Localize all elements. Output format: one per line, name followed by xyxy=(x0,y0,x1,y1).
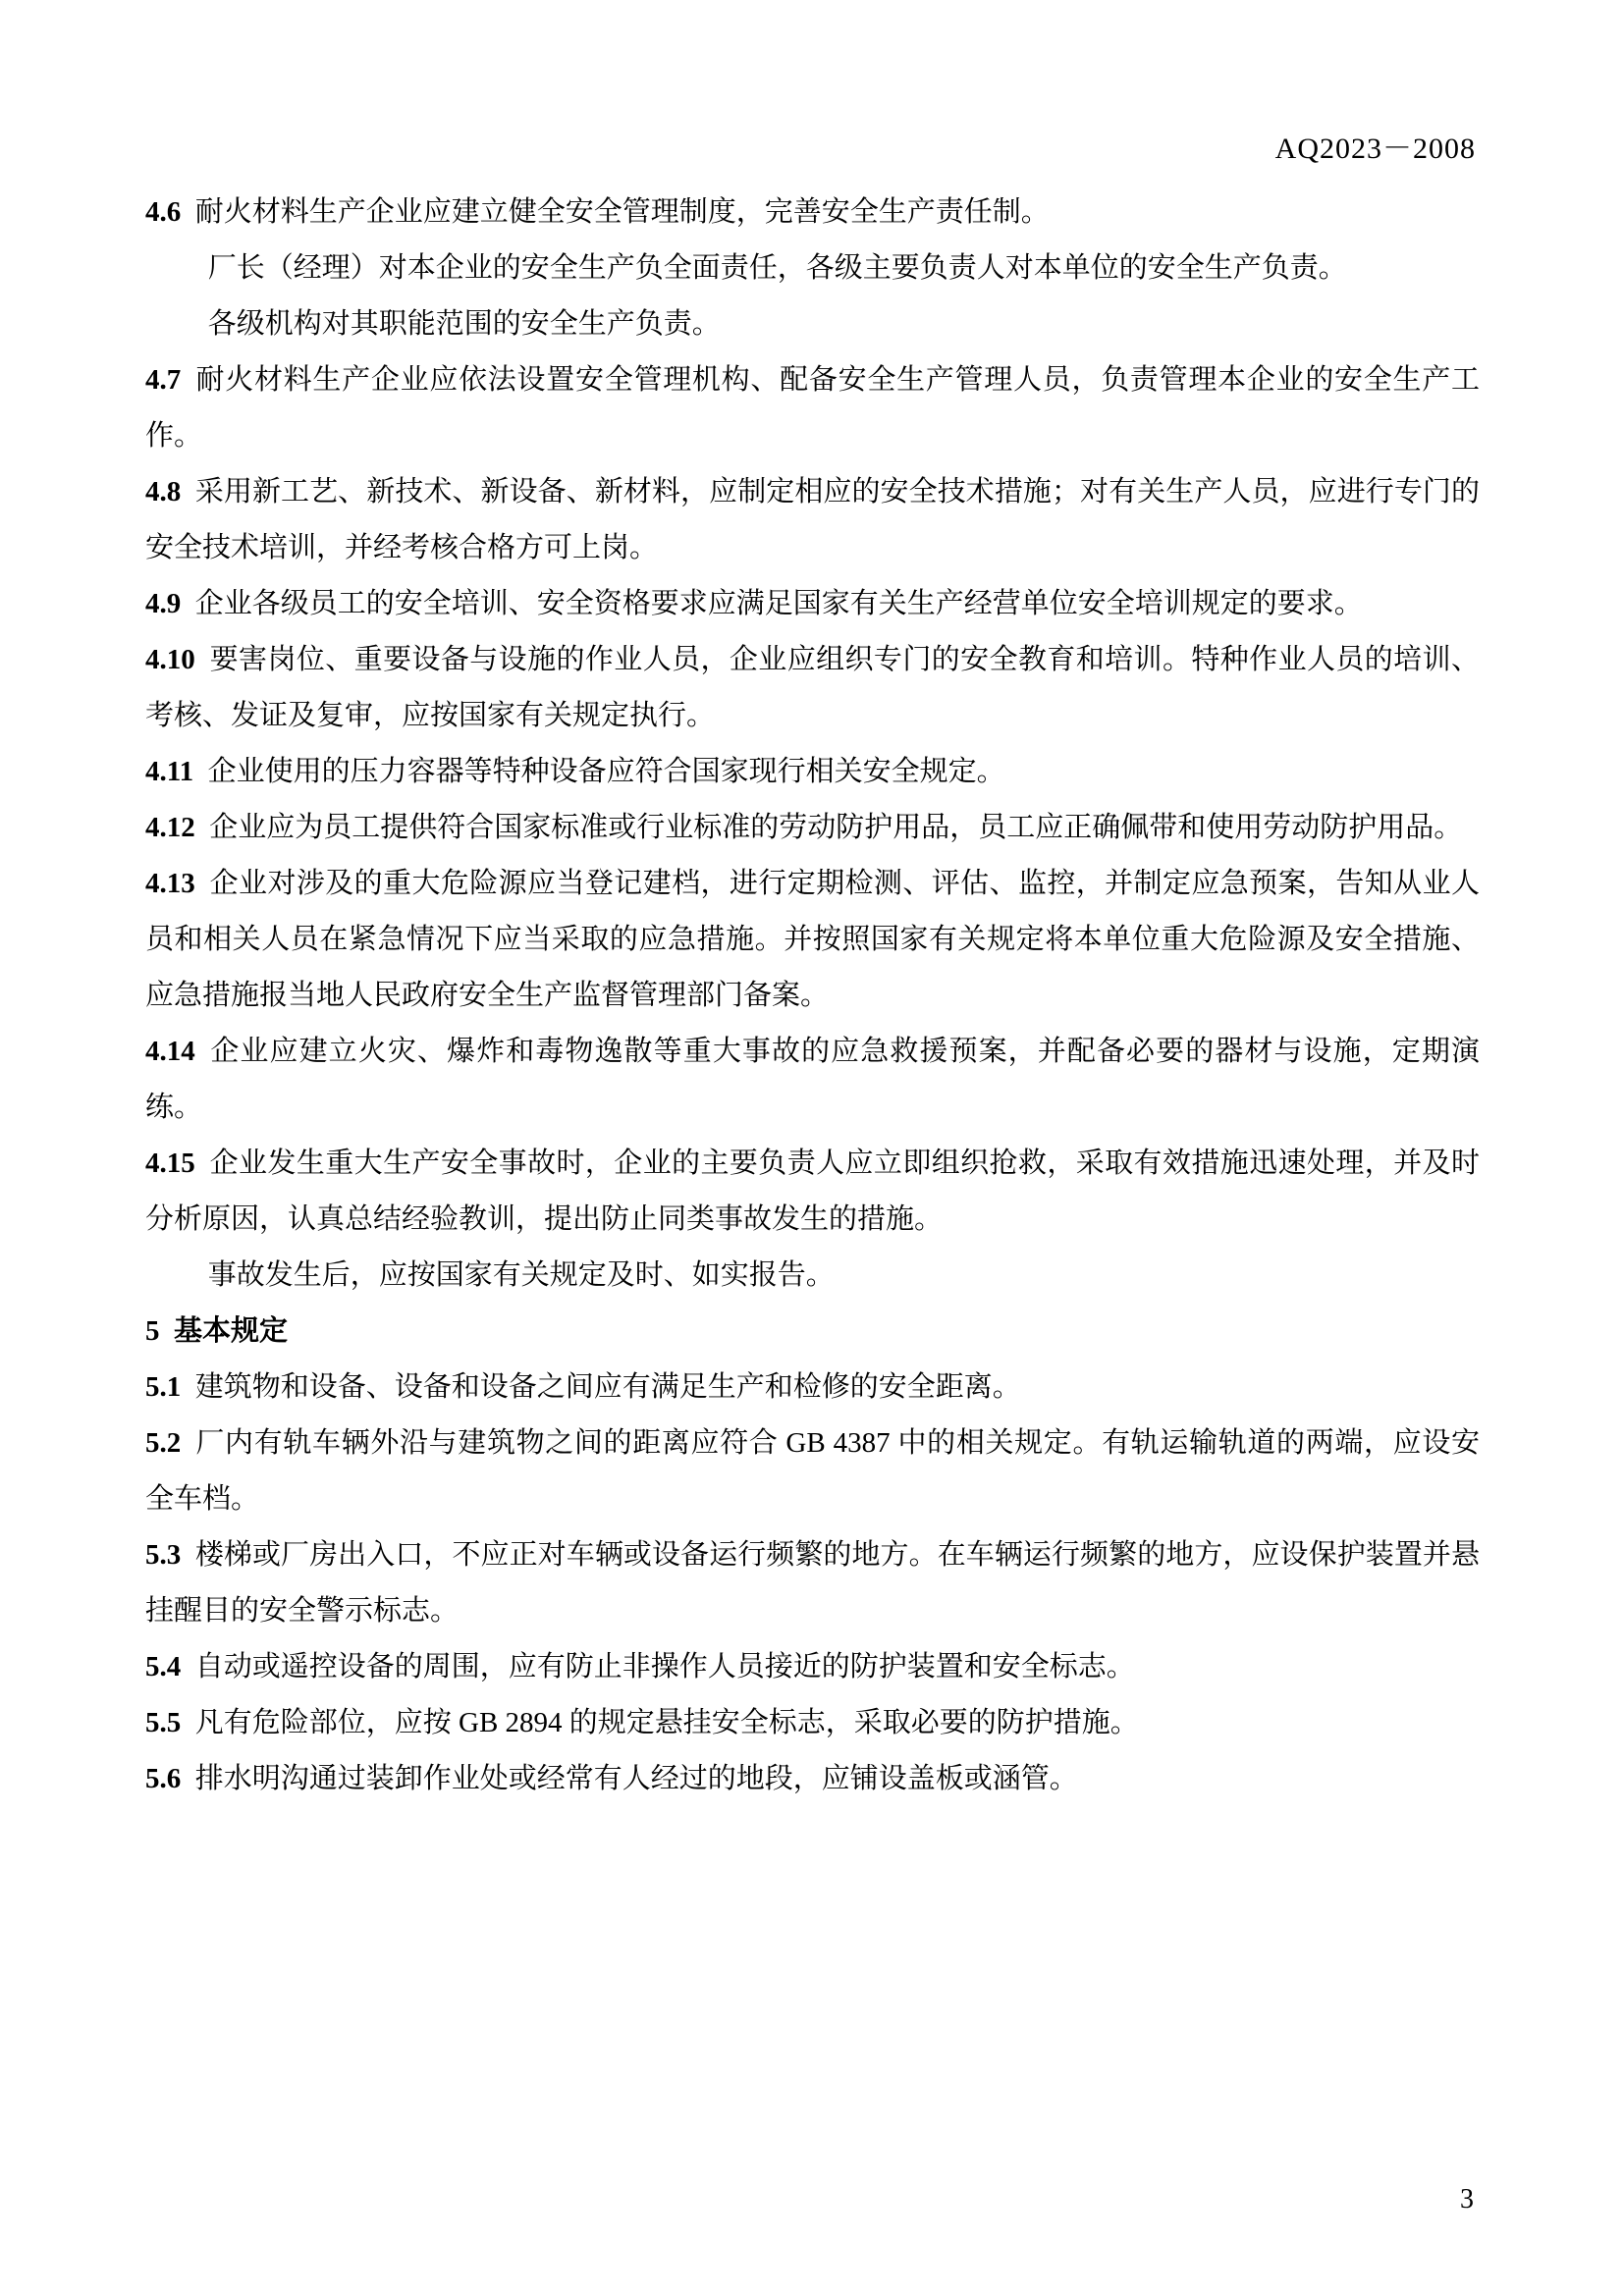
clause-paragraph xyxy=(145,296,1480,352)
clause-number: 5.2 xyxy=(145,1427,195,1459)
section-heading xyxy=(145,1304,1480,1360)
clause-paragraph xyxy=(145,1415,1480,1527)
clause-number: 4.10 xyxy=(145,644,210,675)
clause-paragraph xyxy=(145,744,1480,800)
clause-text: 企业使用的压力容器等特种设备应符合国家现行相关安全规定。 xyxy=(207,756,1005,787)
clause-paragraph xyxy=(145,1024,1480,1136)
page-number: 3 xyxy=(1460,2184,1474,2215)
clause-text: 各级机构对其职能范围的安全生产负责。 xyxy=(207,308,721,340)
clause-paragraph xyxy=(145,800,1480,856)
document-code: AQ2023－2008 xyxy=(1274,133,1476,165)
clause-paragraph xyxy=(145,1248,1480,1304)
clause-number: 4.11 xyxy=(145,756,208,787)
clause-paragraph xyxy=(145,1695,1480,1751)
clause-text: 建筑物和设备、设备和设备之间应有满足生产和检修的安全距离。 xyxy=(194,1371,1021,1403)
clause-text: 要害岗位、重要设备与设施的作业人员，企业应组织专门的安全教育和培训。特种作业人员的培训、考核、发证及复审，应按国家有关规定执行。 xyxy=(145,644,1480,731)
clause-number: 5.4 xyxy=(145,1651,195,1682)
document-body xyxy=(145,185,1480,1807)
clause-text: 凡有危险部位，应按 GB 2894 的规定悬挂安全标志，采取必要的防护措施。 xyxy=(194,1707,1139,1738)
clause-text: 企业应建立火灾、爆炸和毒物逸散等重大事故的应急救援预案，并配备必要的器材与设施，定期演练。 xyxy=(145,1036,1480,1123)
clause-paragraph xyxy=(145,1136,1480,1248)
clause-number: 5.3 xyxy=(145,1539,195,1571)
clause-text: 耐火材料生产企业应依法设置安全管理机构、配备安全生产管理人员，负责管理本企业的安全生产工作。 xyxy=(145,364,1480,452)
clause-number: 4.15 xyxy=(145,1148,210,1179)
clause-number: 5.6 xyxy=(145,1763,195,1794)
clause-number: 4.14 xyxy=(145,1036,210,1067)
clause-text: 企业发生重大生产安全事故时，企业的主要负责人应立即组织抢救，采取有效措施迅速处理，并及时分析原因，认真总结经验教训，提出防止同类事故发生的措施。 xyxy=(145,1148,1480,1235)
clause-text: 厂长（经理）对本企业的安全生产负全面责任，各级主要负责人对本单位的安全生产负责。 xyxy=(207,252,1347,284)
clause-paragraph xyxy=(145,1360,1480,1415)
clause-text: 排水明沟通过装卸作业处或经常有人经过的地段，应铺设盖板或涵管。 xyxy=(194,1763,1078,1794)
clause-text: 自动或遥控设备的周围，应有防止非操作人员接近的防护装置和安全标志。 xyxy=(194,1651,1135,1682)
clause-paragraph xyxy=(145,240,1480,296)
clause-number: 4.13 xyxy=(145,868,210,899)
clause-number: 4.7 xyxy=(145,364,195,396)
clause-number: 4.6 xyxy=(145,196,195,228)
clause-text: 厂内有轨车辆外沿与建筑物之间的距离应符合 GB 4387 中的相关规定。有轨运输轨道的两端，应设安全车档。 xyxy=(145,1427,1480,1515)
clause-number: 5 xyxy=(145,1315,174,1347)
clause-paragraph xyxy=(145,1639,1480,1695)
clause-paragraph xyxy=(145,576,1480,632)
clause-paragraph xyxy=(145,352,1480,464)
clause-text: 采用新工艺、新技术、新设备、新材料，应制定相应的安全技术措施；对有关生产人员，应进行专门的安全技术培训，并经考核合格方可上岗。 xyxy=(145,476,1480,563)
clause-paragraph xyxy=(145,185,1480,240)
clause-text: 企业各级员工的安全培训、安全资格要求应满足国家有关生产经营单位安全培训规定的要求。 xyxy=(194,588,1363,619)
clause-number: 4.9 xyxy=(145,588,195,619)
clause-number: 5.1 xyxy=(145,1371,195,1403)
clause-number: 4.8 xyxy=(145,476,195,507)
clause-text: 耐火材料生产企业应建立健全安全管理制度，完善安全生产责任制。 xyxy=(194,196,1050,228)
clause-text: 事故发生后，应按国家有关规定及时、如实报告。 xyxy=(207,1259,835,1291)
clause-paragraph xyxy=(145,632,1480,744)
clause-paragraph xyxy=(145,1751,1480,1807)
clause-text: 楼梯或厂房出入口，不应正对车辆或设备运行频繁的地方。在车辆运行频繁的地方，应设保护装置并悬挂醒目的安全警示标志。 xyxy=(145,1539,1480,1627)
clause-text: 基本规定 xyxy=(174,1315,289,1347)
clause-number: 5.5 xyxy=(145,1707,195,1738)
clause-paragraph xyxy=(145,1527,1480,1639)
clause-number: 4.12 xyxy=(145,812,210,843)
clause-paragraph xyxy=(145,856,1480,1024)
clause-text: 企业对涉及的重大危险源应当登记建档，进行定期检测、评估、监控，并制定应急预案，告知从业人员和相关人员在紧急情况下应当采取的应急措施。并按照国家有关规定将本单位重大危险源及安全措施、应急措施报当地人民政府安全生产监督管理部门备案。 xyxy=(145,868,1480,1011)
clause-text: 企业应为员工提供符合国家标准或行业标准的劳动防护用品，员工应正确佩带和使用劳动防护用品。 xyxy=(209,812,1463,843)
clause-paragraph xyxy=(145,464,1480,576)
